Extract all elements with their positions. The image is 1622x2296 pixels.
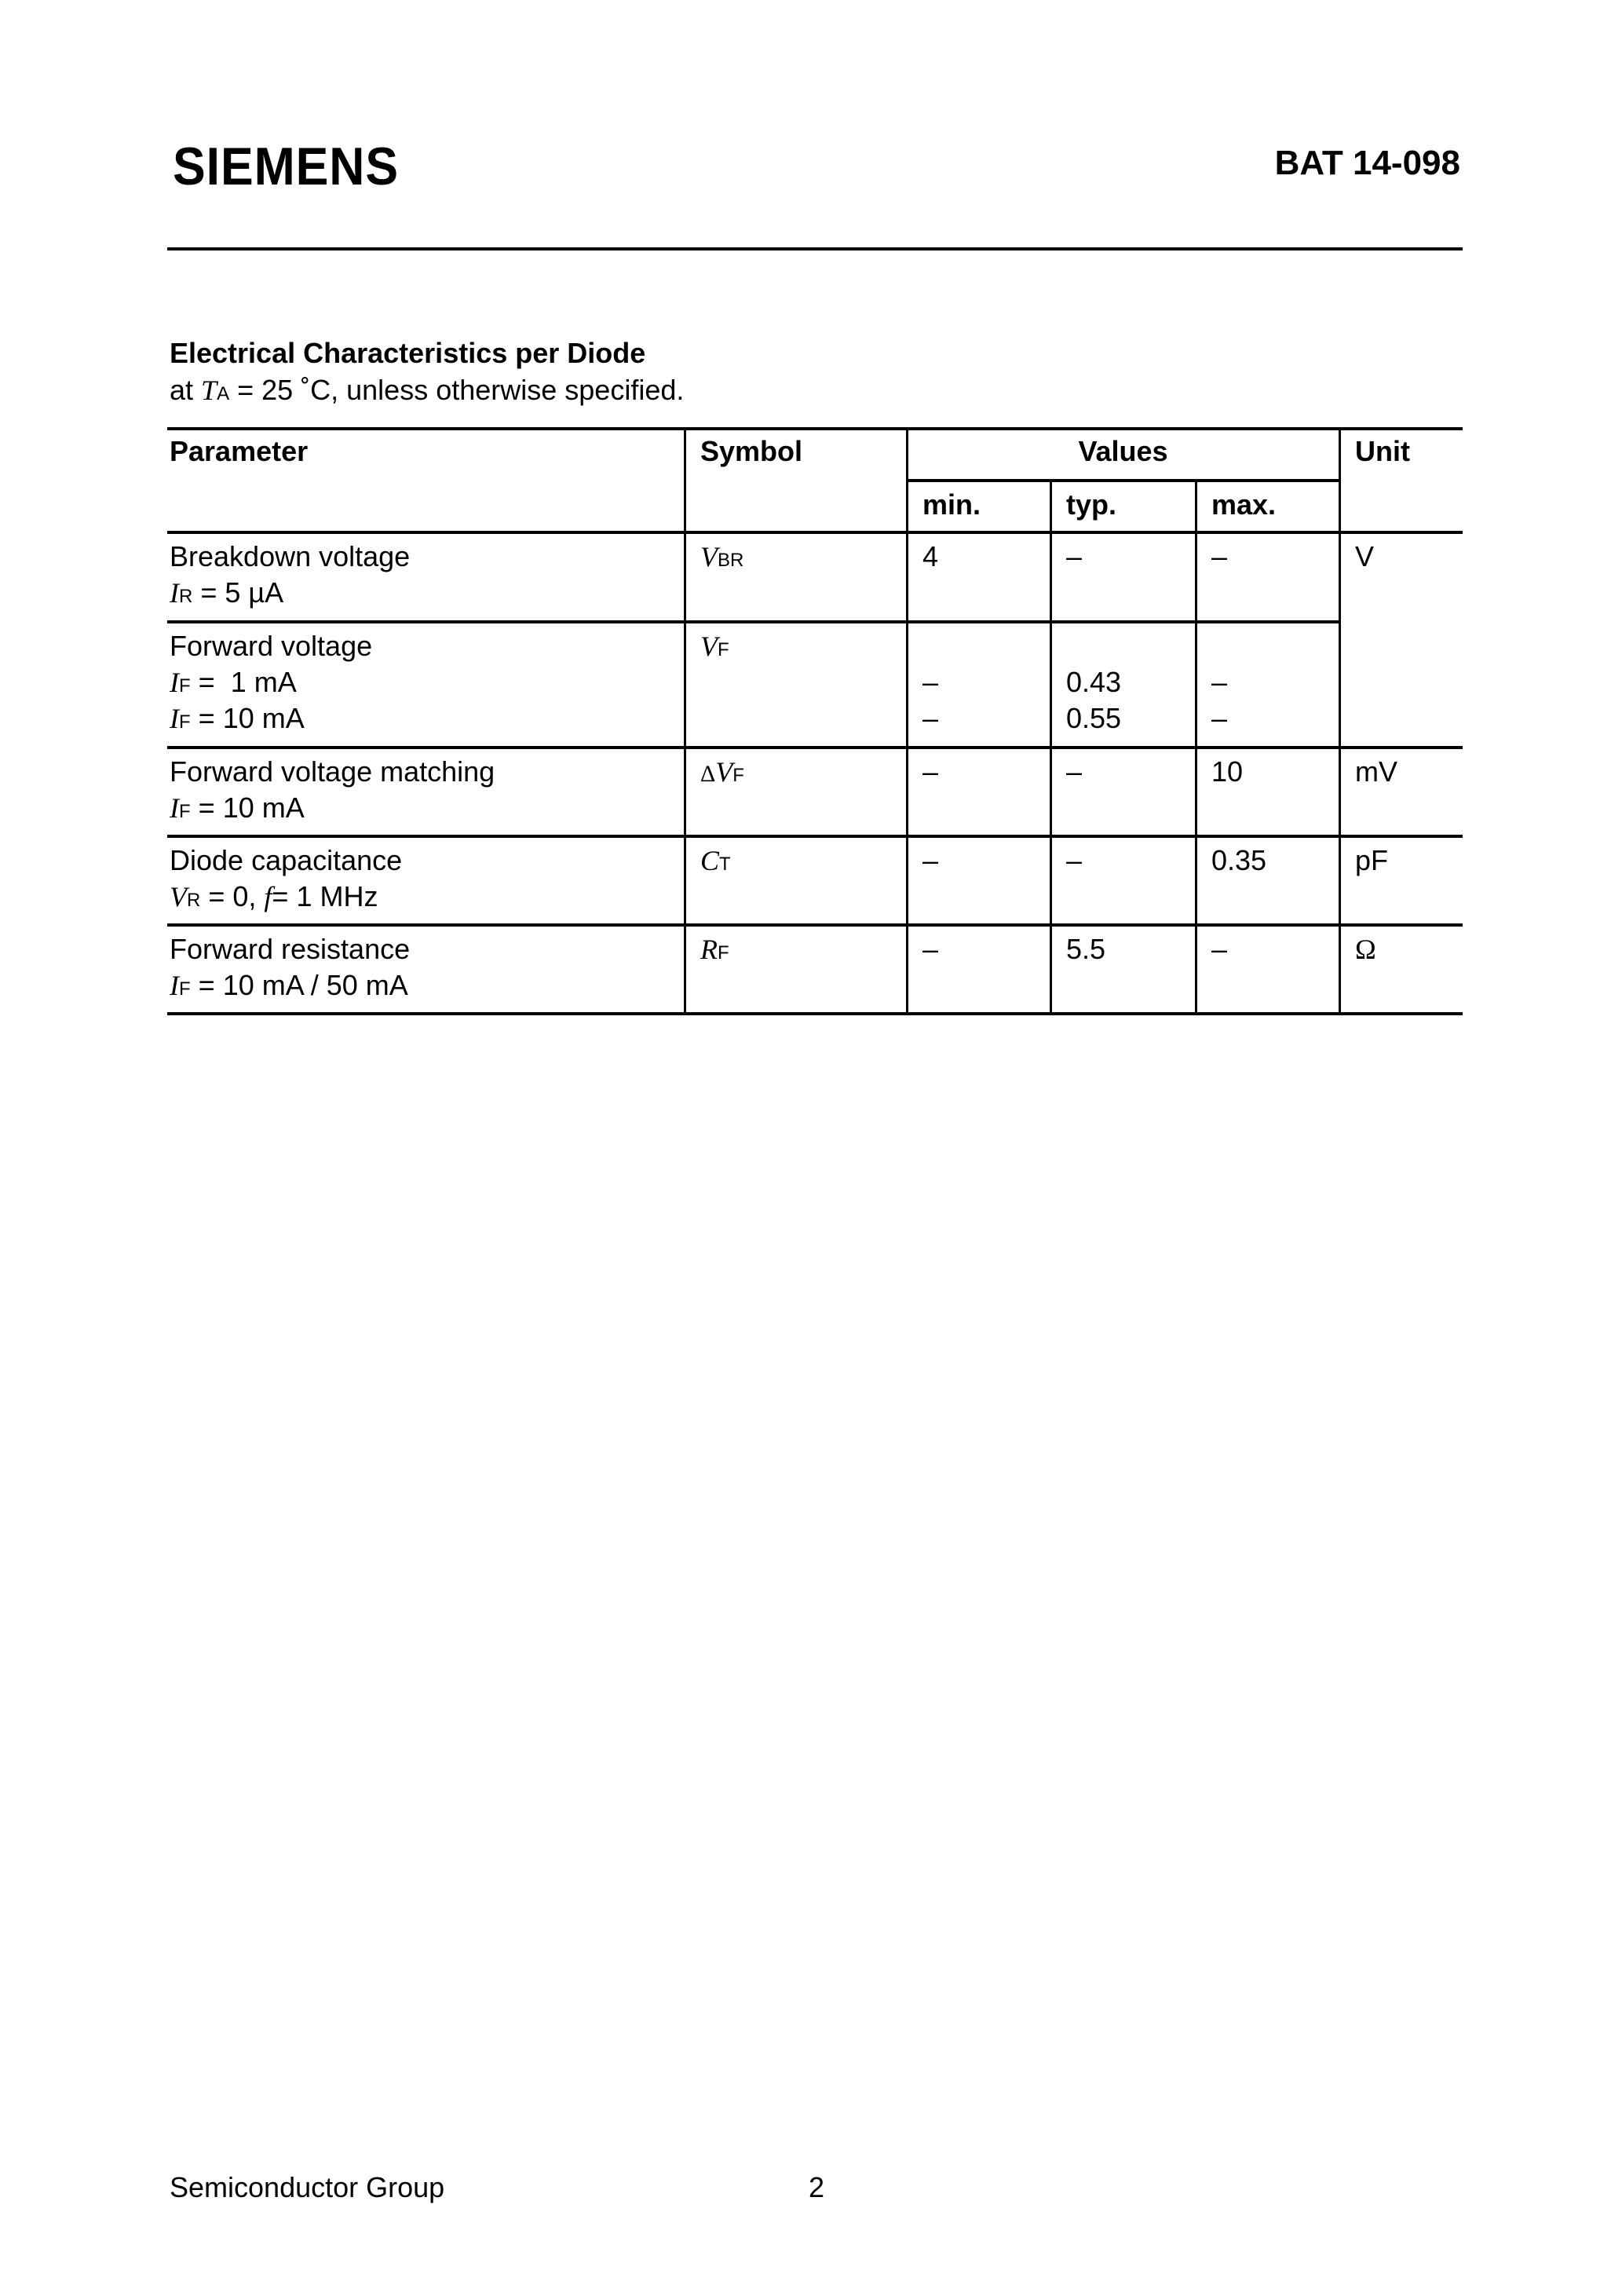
condition-value: = 10 mA / 50 mA	[190, 969, 408, 1001]
condition-value: = 0,	[200, 880, 265, 912]
header-divider	[167, 247, 1463, 250]
condition-sub: F	[179, 711, 191, 733]
table-row-typ: 5.5	[1066, 933, 1106, 965]
symbol-sub: BR	[718, 550, 744, 571]
table-row-min: 4	[922, 540, 939, 572]
table-row-max: –	[1211, 933, 1228, 965]
table-row-condition	[170, 700, 305, 740]
table-row-condition	[170, 664, 297, 704]
table-row-symbol	[700, 931, 729, 971]
table-row-unit: mV	[1355, 755, 1397, 788]
table-row-max: –	[1211, 702, 1228, 734]
header-max: max.	[1211, 488, 1277, 521]
header-unit: Unit	[1355, 435, 1410, 467]
page-number: 2	[809, 2171, 825, 2203]
table-row-max: 0.35	[1211, 844, 1267, 876]
row-divider	[167, 923, 1463, 927]
table-row-typ: –	[1066, 540, 1083, 572]
table-row-max: –	[1211, 666, 1228, 698]
values-subheader-rule	[907, 479, 1339, 482]
condition-symbol: I	[170, 792, 179, 824]
table-row-typ: 0.43	[1066, 666, 1122, 698]
frequency-symbol: f	[264, 881, 272, 912]
condition-suffix: = 25 ˚C, unless otherwise specified.	[229, 374, 685, 406]
table-row-max: –	[1211, 540, 1228, 572]
siemens-logo: SIEMENS	[173, 137, 400, 196]
delta-prefix: Δ	[700, 761, 716, 787]
column-divider	[1339, 427, 1341, 1015]
table-row-symbol	[700, 539, 743, 579]
column-divider	[1195, 479, 1197, 1015]
document-id: BAT 14-098	[1274, 144, 1460, 182]
symbol-main: R	[700, 934, 718, 965]
condition-sub: R	[187, 890, 201, 911]
table-row-parameter: Diode capacitance	[170, 844, 403, 876]
table-row-parameter: Forward voltage	[170, 630, 373, 662]
table-row-condition	[170, 967, 408, 1007]
table-row-min: –	[922, 755, 939, 788]
symbol-main: V	[715, 756, 733, 788]
header-values: Values	[1078, 435, 1168, 467]
table-row-min: –	[922, 702, 939, 734]
table-row-min: –	[922, 666, 939, 698]
table-row-unit: Ω	[1355, 934, 1376, 965]
table-row-parameter: Forward voltage matching	[170, 755, 495, 788]
table-row-unit: V	[1355, 540, 1375, 572]
table-row-max: 10	[1211, 755, 1244, 788]
condition-symbol: V	[170, 881, 187, 912]
symbol-sub: F	[718, 639, 729, 660]
condition-sub: F	[179, 978, 191, 1000]
table-row-symbol	[700, 843, 731, 883]
column-divider	[684, 427, 686, 1015]
symbol-main: V	[700, 541, 718, 572]
condition-value: = 5 µA	[192, 576, 284, 609]
condition-value: = 10 mA	[190, 792, 305, 824]
table-row-parameter: Breakdown voltage	[170, 540, 411, 572]
header-min: min.	[922, 488, 981, 521]
condition-symbol: I	[170, 703, 179, 734]
table-row-unit: pF	[1355, 844, 1389, 876]
condition-symbol: I	[170, 577, 179, 609]
condition-sub: R	[179, 586, 193, 607]
table-row-condition	[170, 575, 283, 615]
table-row-typ: 0.55	[1066, 702, 1122, 734]
table-row-min: –	[922, 933, 939, 965]
header-symbol: Symbol	[700, 435, 803, 467]
table-bottom-rule	[167, 1012, 1463, 1015]
table-row-typ: –	[1066, 755, 1083, 788]
table-row-condition	[170, 879, 378, 919]
table-row-typ: –	[1066, 844, 1083, 876]
condition-sub: F	[179, 801, 191, 822]
condition-sub: F	[179, 675, 191, 696]
row-divider	[167, 620, 1339, 623]
footer-company: Semiconductor Group	[170, 2171, 445, 2203]
row-divider	[167, 835, 1463, 838]
electrical-characteristics-table	[167, 427, 1463, 1015]
header-bottom-rule	[167, 531, 1463, 534]
section-title: Electrical Characteristics per Diode	[170, 337, 646, 369]
table-top-rule	[167, 427, 1463, 430]
symbol-sub: F	[718, 942, 729, 963]
condition-symbol: I	[170, 970, 179, 1001]
condition-symbol: I	[170, 667, 179, 698]
section-condition	[170, 373, 684, 408]
condition-value: = 1 mA	[190, 666, 297, 698]
condition-prefix: at	[170, 374, 202, 406]
row-divider	[167, 746, 1463, 749]
header-typ: typ.	[1066, 488, 1117, 521]
column-divider	[1050, 479, 1052, 1015]
condition-value: = 10 mA	[190, 702, 305, 734]
column-divider	[906, 427, 908, 1015]
symbol-main: V	[700, 631, 718, 662]
table-row-symbol	[700, 628, 729, 668]
condition-value: = 1 MHz	[272, 880, 378, 912]
table-row-symbol	[700, 754, 744, 794]
table-row-parameter: Forward resistance	[170, 933, 411, 965]
header-parameter: Parameter	[170, 435, 309, 467]
temperature-symbol: T	[201, 375, 217, 406]
symbol-sub: F	[732, 765, 744, 786]
table-row-min: –	[922, 844, 939, 876]
symbol-main: C	[700, 845, 720, 876]
table-row-condition	[170, 790, 305, 830]
symbol-sub: T	[719, 854, 731, 875]
temperature-symbol-sub: A	[217, 383, 230, 404]
